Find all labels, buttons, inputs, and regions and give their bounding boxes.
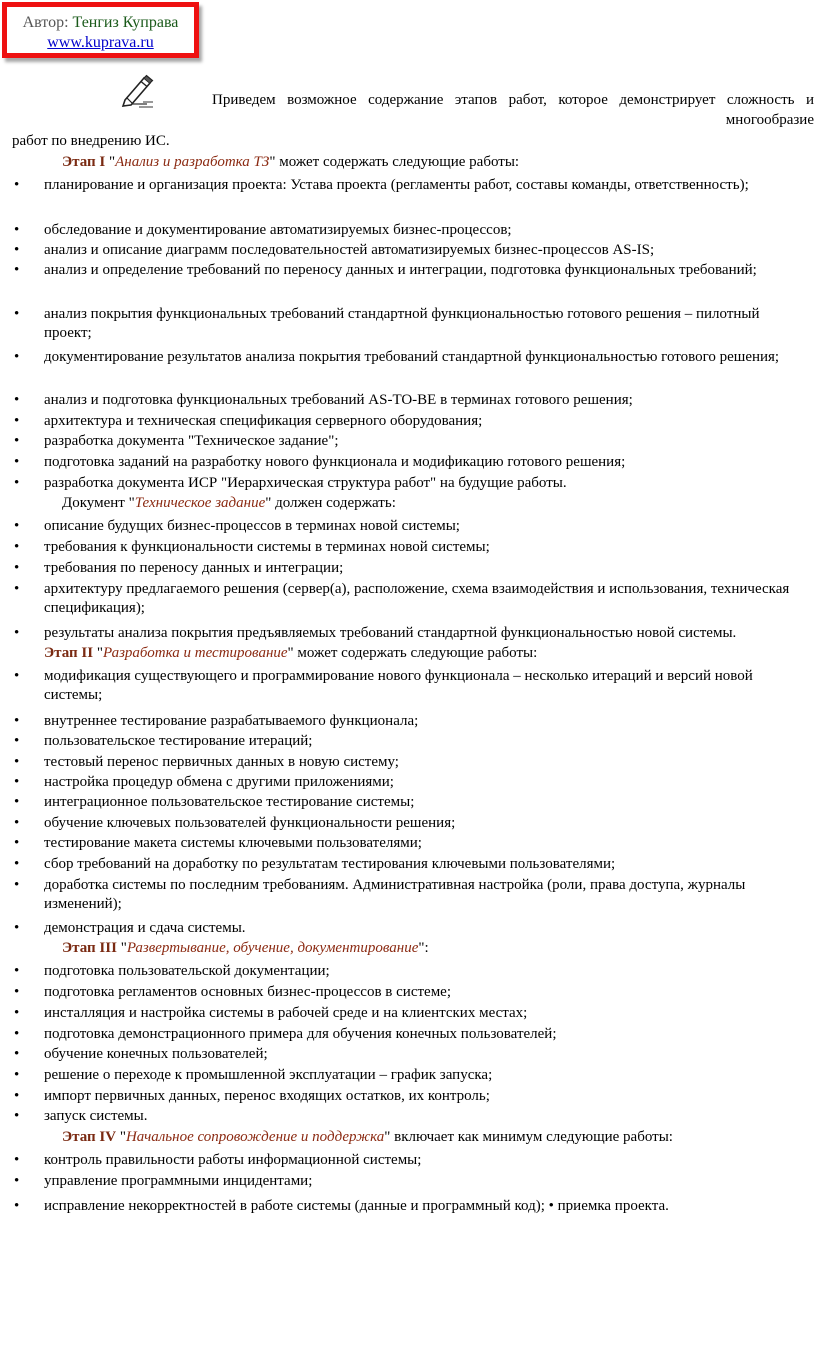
stage2-title: Разработка и тестирование [102,645,288,661]
list-item-text: обучение конечных пользователей; [44,1046,268,1062]
stage4-quote-open: " [116,1129,126,1145]
list-item [14,391,804,410]
list-item [14,919,804,938]
pencil-note-icon [119,74,155,108]
list-item [14,348,804,367]
tz-post: " должен содержать: [265,495,396,511]
list-item [14,580,804,618]
stage1-heading [62,153,519,172]
bullet-icon: • [14,625,20,641]
list-item [14,793,804,812]
bullet-icon: • [14,1152,20,1168]
stage1-name: Этап I [62,154,106,170]
list-item [14,176,804,195]
list-item [14,814,804,833]
bullet-icon: • [14,454,20,470]
list-item-text: анализ и определение требований по переносу данных и интеграции, подготовка функциональных требований; [44,262,757,278]
list-item-text: пользовательское тестирование итераций; [44,733,313,749]
bullet-icon: • [14,856,20,872]
list-item [14,559,804,578]
list-item-text: разработка документа ИСР "Иерархическая структура работ" на будущие работы. [44,475,567,491]
stage3-quote-open: " [116,940,127,956]
author-site-link[interactable]: www.kuprava.ru [47,34,154,51]
list-item [14,453,804,472]
list-item-text: импорт первичных данных, перенос входящих остатков, их контроль; [44,1088,490,1104]
list-item [14,241,804,260]
bullet-icon: • [14,733,20,749]
list-item-text: управление программными инцидентами; [44,1173,313,1189]
list-item [14,474,804,493]
list-item-text: интеграционное пользовательское тестирование системы; [44,794,415,810]
list-item [14,855,804,874]
list-item [14,962,804,981]
author-box [2,2,199,58]
list-item-text: запуск системы. [44,1108,148,1124]
stage2-name: Этап II [44,645,94,661]
list-item-text: настройка процедур обмена с другими приложениями; [44,774,394,790]
author-line [7,13,194,33]
list-item-text: подготовка пользовательской документации; [44,963,330,979]
intro-line-3: работ по внедрению ИС. [12,133,170,149]
list-item-text: модификация существующего и программирование нового функционала – несколько итераций и версий новой системы; [44,668,753,703]
bullet-icon: • [14,475,20,491]
list-item-text: планирование и организация проекта: Устава проекта (регламенты работ, составы команды, ответственность); [44,177,749,193]
list-item [14,412,804,431]
list-item [14,1107,804,1126]
stage1-title: Анализ и разработка ТЗ [115,154,270,170]
list-item-text: контроль правильности работы информационной системы; [44,1152,422,1168]
list-item [14,983,804,1002]
stage2-rest: может содержать следующие работы: [293,645,538,661]
list-item [14,773,804,792]
bullet-icon: • [14,668,20,684]
author-name: Тенгиз Куправа [72,14,179,31]
tz-heading [62,494,396,513]
list-item-text: архитектура и техническая спецификация серверного оборудования; [44,413,483,429]
list-item-text: доработка системы по последним требованиям. Административная настройка (роли, права доступа, журналы изменений); [44,877,746,912]
list-item-text: требования по переносу данных и интеграции; [44,560,344,576]
list-item [14,1066,804,1085]
bullet-icon: • [14,835,20,851]
list-item-text: архитектуру предлагаемого решения (сервер(а), расположение, схема взаимодействия и использования, техническая спецификация); [44,581,790,616]
bullet-icon: • [14,1026,20,1042]
stage3-title: Развертывание, обучение, документирование [126,940,419,956]
stage2-heading [44,644,537,663]
bullet-icon: • [14,177,20,193]
list-item [14,1045,804,1064]
bullet-icon: • [14,262,20,278]
stage2-quote-close: " [287,645,294,661]
bullet-icon: • [14,581,20,597]
list-item-text: анализ покрытия функциональных требований стандартной функциональностью готового решения – пилотный проект; [44,306,760,341]
stage3-heading [62,939,429,958]
bullet-icon: • [14,1173,20,1189]
list-item [14,876,804,914]
bullet-icon: • [14,1067,20,1083]
list-item-text: анализ и описание диаграмм последовательностей автоматизируемых бизнес-процессов AS-IS; [44,242,655,258]
bullet-icon: • [14,1046,20,1062]
stage1-quote-close: " [269,154,276,170]
list-item-text: документирование результатов анализа покрытия требований стандартной функциональностью готового решения; [44,349,780,365]
bullet-icon: • [14,774,20,790]
stage4-rest: включает как минимум следующие работы: [390,1129,673,1145]
stage2-quote-open: " [93,645,103,661]
list-item-text: результаты анализа покрытия предъявляемых требований стандартной функциональностью новой системы. [44,625,737,641]
tz-pre: Документ " [62,495,135,511]
bullet-icon: • [14,518,20,534]
stage4-quote-close: " [384,1129,391,1145]
list-item [14,1087,804,1106]
stage1-rest: может содержать следующие работы: [275,154,520,170]
bullet-icon: • [14,1088,20,1104]
list-item-text: обучение ключевых пользователей функциональности решения; [44,815,456,831]
tz-title: Техническое задание [134,495,266,511]
bullet-icon: • [14,222,20,238]
intro-line-1: Приведем возможное содержание этапов работ, которое демонстрирует сложность и [212,92,814,108]
bullet-icon: • [14,1198,20,1214]
list-item-text: внутреннее тестирование разрабатываемого функционала; [44,713,419,729]
bullet-icon: • [14,754,20,770]
list-item [14,305,804,343]
list-item-text: решение о переходе к промышленной эксплуатации – график запуска; [44,1067,493,1083]
list-item [14,1025,804,1044]
bullet-icon: • [14,794,20,810]
bullet-icon: • [14,433,20,449]
bullet-icon: • [14,984,20,1000]
stage4-title: Начальное сопровождение и поддержка [125,1129,385,1145]
bullet-icon: • [14,963,20,979]
list-item [14,1197,804,1216]
list-item-text: демонстрация и сдача системы. [44,920,246,936]
bullet-icon: • [14,1108,20,1124]
list-item-text: анализ и подготовка функциональных требований AS-TO-BE в терминах готового решения; [44,392,633,408]
list-item-text: сбор требований на доработку по результатам тестирования ключевыми пользователями; [44,856,616,872]
list-item [14,538,804,557]
list-item-text: требования к функциональности системы в терминах новой системы; [44,539,490,555]
list-item [14,221,804,240]
list-item [14,1004,804,1023]
bullet-icon: • [14,392,20,408]
list-item [14,1151,804,1170]
list-item [14,517,804,536]
stage4-name: Этап IV [62,1129,117,1145]
list-item-text: разработка документа "Техническое задание"; [44,433,339,449]
bullet-icon: • [14,815,20,831]
list-item [14,432,804,451]
stage4-heading [62,1128,673,1147]
intro-line-2: многообразие [725,112,814,128]
list-item-text: описание будущих бизнес-процессов в терминах новой системы; [44,518,460,534]
list-item [14,712,804,731]
list-item-text: подготовка регламентов основных бизнес-процессов в системе; [44,984,452,1000]
stage3-rest: : [424,940,429,956]
list-item-text: подготовка заданий на разработку нового функционала и модификацию готового решения; [44,454,626,470]
author-label: Автор: [22,14,73,31]
stage1-quote-open: " [105,154,116,170]
list-item-text: тестовый перенос первичных данных в новую систему; [44,754,399,770]
list-item-text: инсталляция и настройка системы в рабочей среде и на клиентских местах; [44,1005,528,1021]
bullet-icon: • [14,349,20,365]
bullet-icon: • [14,413,20,429]
bullet-icon: • [14,306,20,322]
list-item-text: обследование и документирование автоматизируемых бизнес-процессов; [44,222,512,238]
bullet-icon: • [14,920,20,936]
list-item-text: исправление некорректностей в работе системы (данные и программный код); • приемка проекта. [44,1198,669,1214]
list-item [14,834,804,853]
list-item-text: тестирование макета системы ключевыми пользователями; [44,835,422,851]
list-item [14,753,804,772]
list-item [14,732,804,751]
list-item [14,1172,804,1191]
list-item-text: подготовка демонстрационного примера для обучения конечных пользователей; [44,1026,557,1042]
bullet-icon: • [14,539,20,555]
list-item [14,667,804,705]
stage3-name: Этап III [62,940,117,956]
bullet-icon: • [14,1005,20,1021]
bullet-icon: • [14,877,20,893]
bullet-icon: • [14,713,20,729]
list-item [14,261,804,280]
stage3-quote-close: " [418,940,425,956]
bullet-icon: • [14,560,20,576]
bullet-icon: • [14,242,20,258]
list-item [14,624,804,643]
